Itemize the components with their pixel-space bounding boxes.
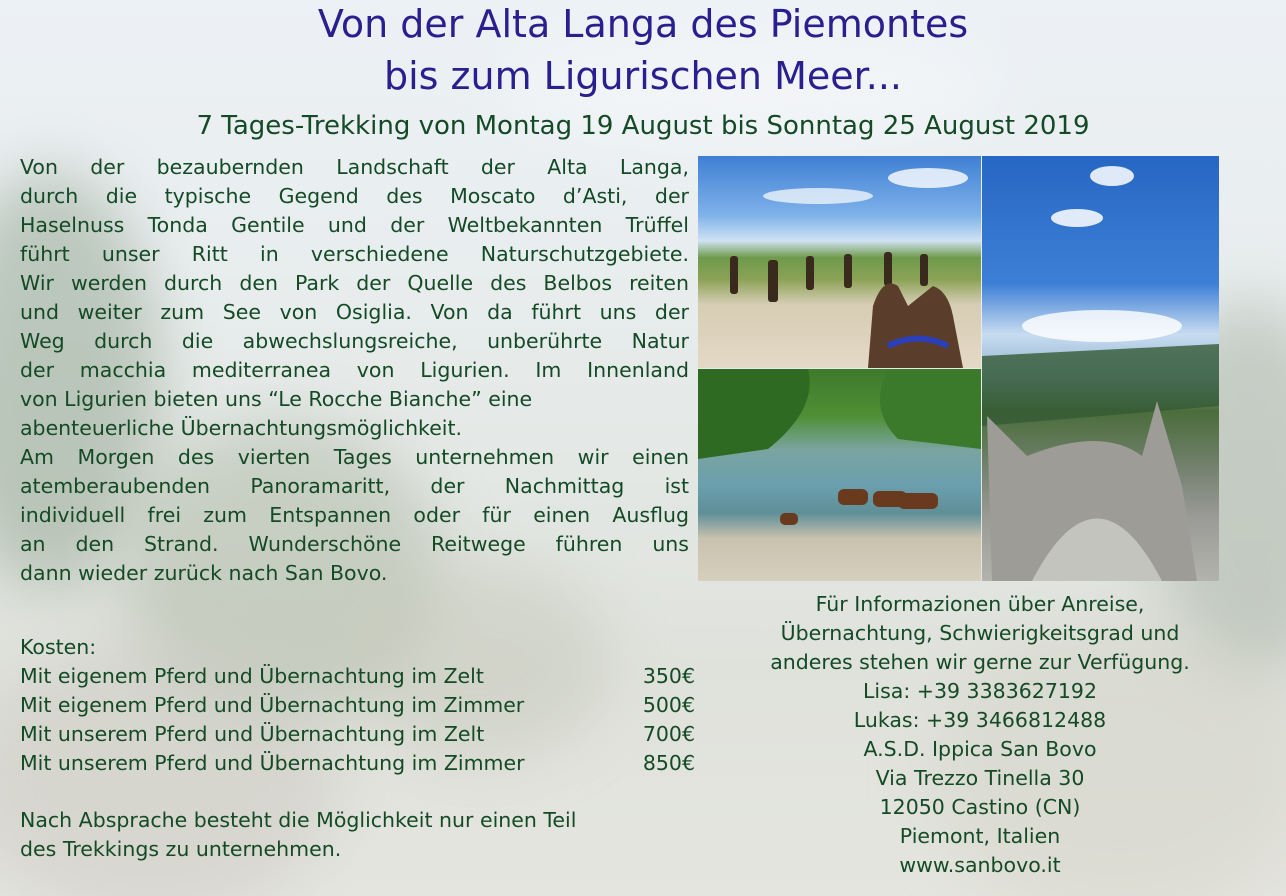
contact-phone-lukas: Lukas: +39 3466812488 [853, 708, 1107, 732]
note-text [20, 806, 680, 864]
intro-line: Haselnuss Tonda Gentile und der Weltbekannten Trüffel [20, 213, 689, 237]
intro-line: Weg durch die abwechslungsreiche, unberührte Natur [20, 329, 689, 353]
photo-horses-at-lake [698, 369, 981, 581]
cost-price: 500€ [642, 693, 695, 717]
contact-organization: A.S.D. Ippica San Bovo [863, 737, 1097, 761]
intro-line: und weiter zum See von Osiglia. Von da führt uns der [20, 300, 689, 324]
contact-street: Via Trezzo Tinella 30 [875, 766, 1085, 790]
costs-heading: Kosten: [20, 635, 97, 659]
intro-line: dann wieder zurück nach San Bovo. [20, 561, 388, 585]
intro-line: Am Morgen des vierten Tages unternehmen wir einen [20, 445, 689, 469]
cost-row [20, 720, 695, 749]
note-line: Nach Absprache besteht die Möglichkeit nur einen Teil [20, 808, 577, 832]
contact-line: Übernachtung, Schwierigkeitsgrad und [780, 621, 1180, 645]
cost-label: Mit unserem Pferd und Übernachtung im Zelt [20, 722, 485, 746]
intro-line: von Ligurien bieten uns “Le Rocche Bianche” eine [20, 387, 533, 411]
page-title-line1: Von der Alta Langa des Piemontes [317, 2, 969, 46]
costs-section [20, 633, 695, 778]
cost-price: 700€ [642, 722, 695, 746]
contact-info [720, 590, 1240, 880]
cost-label: Mit eigenem Pferd und Übernachtung im Zelt [20, 664, 484, 688]
photo-riders-on-hill [698, 156, 981, 368]
contact-phone-lisa: Lisa: +39 3383627192 [863, 679, 1097, 703]
intro-text [20, 153, 689, 588]
intro-line: Wir werden durch den Park der Quelle des Belbos reiten [20, 271, 689, 295]
contact-region: Piemont, Italien [899, 824, 1061, 848]
page-subtitle: 7 Tages-Trekking von Montag 19 August bis Sonntag 25 August 2019 [196, 111, 1090, 141]
cost-row [20, 691, 695, 720]
contact-website: www.sanbovo.it [899, 853, 1061, 877]
cost-row [20, 662, 695, 691]
intro-line: atemberaubenden Panoramaritt, der Nachmittag ist [20, 474, 689, 498]
cost-price: 850€ [642, 751, 695, 775]
cost-label: Mit eigenem Pferd und Übernachtung im Zimmer [20, 693, 525, 717]
note-line: des Trekkings zu unternehmen. [20, 837, 342, 861]
contact-line: Für Informazionen über Anreise, [815, 592, 1145, 616]
intro-line: durch die typische Gegend des Moscato d’Asti, der [20, 184, 689, 208]
intro-line: individuell frei zum Entspannen oder für einen Ausflug [20, 503, 689, 527]
cost-price: 350€ [642, 664, 695, 688]
page-title-line2: bis zum Ligurischen Meer... [383, 54, 903, 98]
intro-line: der macchia mediterranea von Ligurien. Im Innenland [20, 358, 689, 382]
intro-line: abenteuerliche Übernachtungsmöglichkeit. [20, 416, 463, 440]
intro-line: führt unser Ritt in verschiedene Naturschutzgebiete. [20, 242, 689, 266]
intro-line: an den Strand. Wunderschöne Reitwege führen uns [20, 532, 689, 556]
cost-label: Mit unserem Pferd und Übernachtung im Zimmer [20, 751, 525, 775]
contact-line: anderes stehen wir gerne zur Verfügung. [770, 650, 1190, 674]
photo-view-between-ears [982, 156, 1219, 581]
cost-row [20, 749, 695, 778]
intro-line: Von der bezaubernden Landschaft der Alta Langa, [20, 155, 689, 179]
contact-city: 12050 Castino (CN) [879, 795, 1081, 819]
